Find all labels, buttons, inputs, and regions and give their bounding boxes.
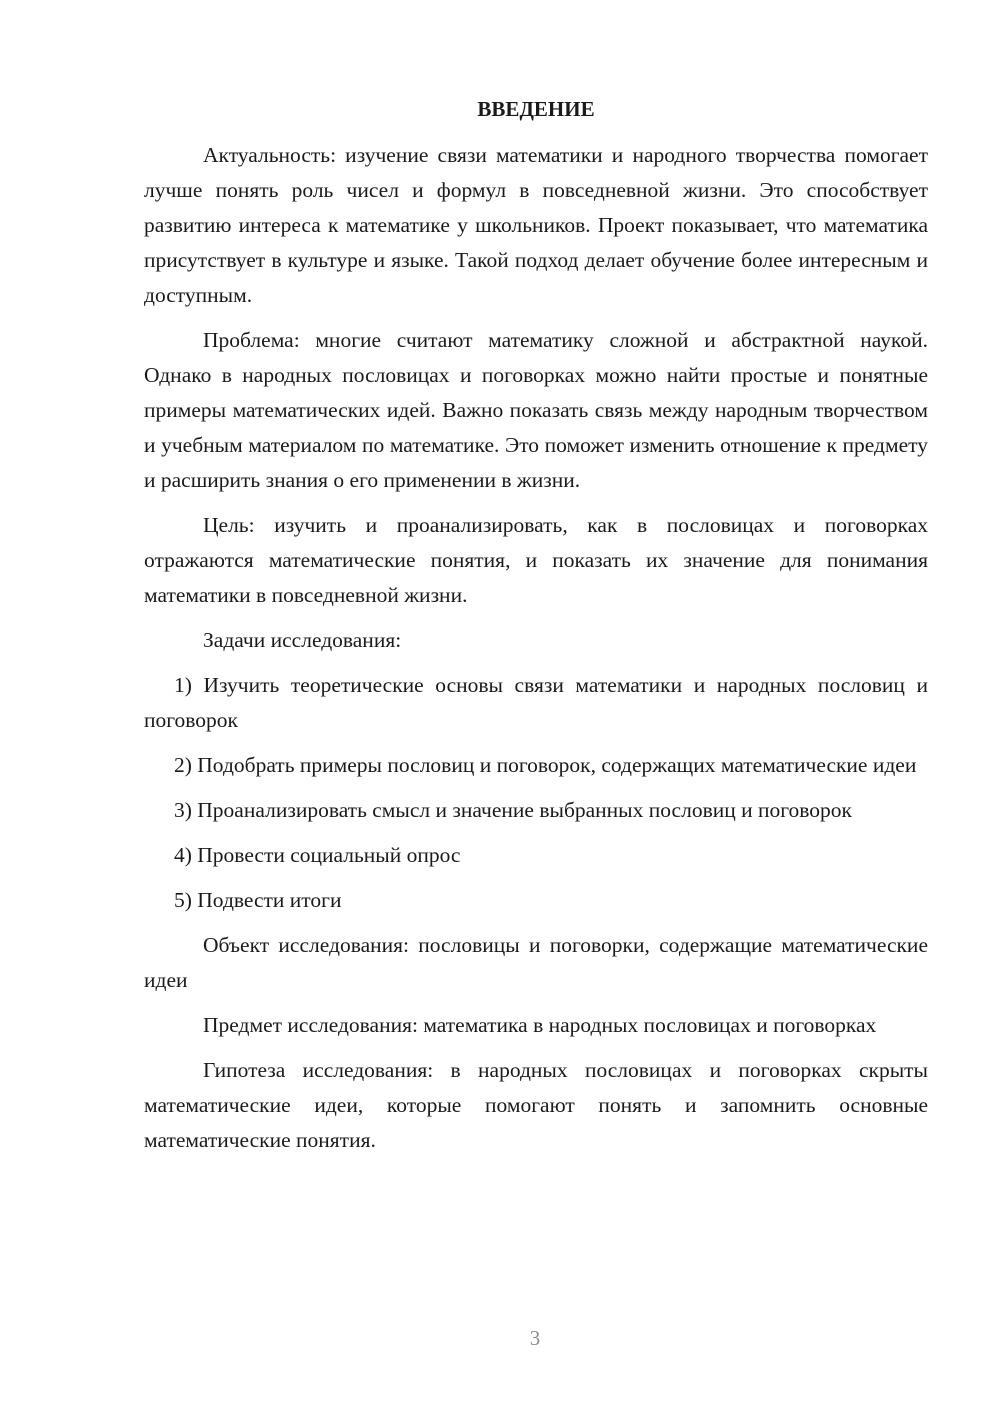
object-paragraph: Объект исследования: пословицы и поговорки, содержащие математические идеи <box>144 933 928 992</box>
section-heading: ВВЕДЕНИЕ <box>477 97 595 121</box>
task-item: 4) Провести социальный опрос <box>174 843 461 867</box>
subject-paragraph: Предмет исследования: математика в народных пословицах и поговорках <box>203 1013 877 1037</box>
problem-paragraph: Проблема: многие считают математику сложной и абстрактной наукой. Однако в народных пословицах и поговорках можно найти простые и понятные примеры математических идей. Важно показать связь между народным творчеством и учебным материалом по математике. Это поможет изменить отношение к предмету и расширить знания о его применении в жизни. <box>144 328 928 492</box>
document-page <box>144 92 928 1168</box>
hypothesis-paragraph: Гипотеза исследования: в народных пословицах и поговорках скрыты математические идеи, которые помогают понять и запомнить основные математические понятия. <box>144 1058 928 1152</box>
relevance-paragraph: Актуальность: изучение связи математики и народного творчества помогает лучше понять роль чисел и формул в повседневной жизни. Это способствует развитию интереса к математике у школьников. Проект показывает, что математика присутствует в культуре и языке. Такой подход делает обучение более интересным и доступным. <box>144 143 928 307</box>
tasks-heading: Задачи исследования: <box>203 628 402 652</box>
goal-paragraph: Цель: изучить и проанализировать, как в пословицах и поговорках отражаются математические понятия, и показать их значение для понимания математики в повседневной жизни. <box>144 513 928 607</box>
task-item: 3) Проанализировать смысл и значение выбранных пословиц и поговорок <box>174 798 852 822</box>
page-number: 3 <box>529 1326 541 1350</box>
task-item: 1) Изучить теоретические основы связи математики и народных пословиц и поговорок <box>144 673 928 732</box>
task-item: 5) Подвести итоги <box>174 888 342 912</box>
task-item: 2) Подобрать примеры пословиц и поговорок, содержащих математические идеи <box>174 753 917 777</box>
